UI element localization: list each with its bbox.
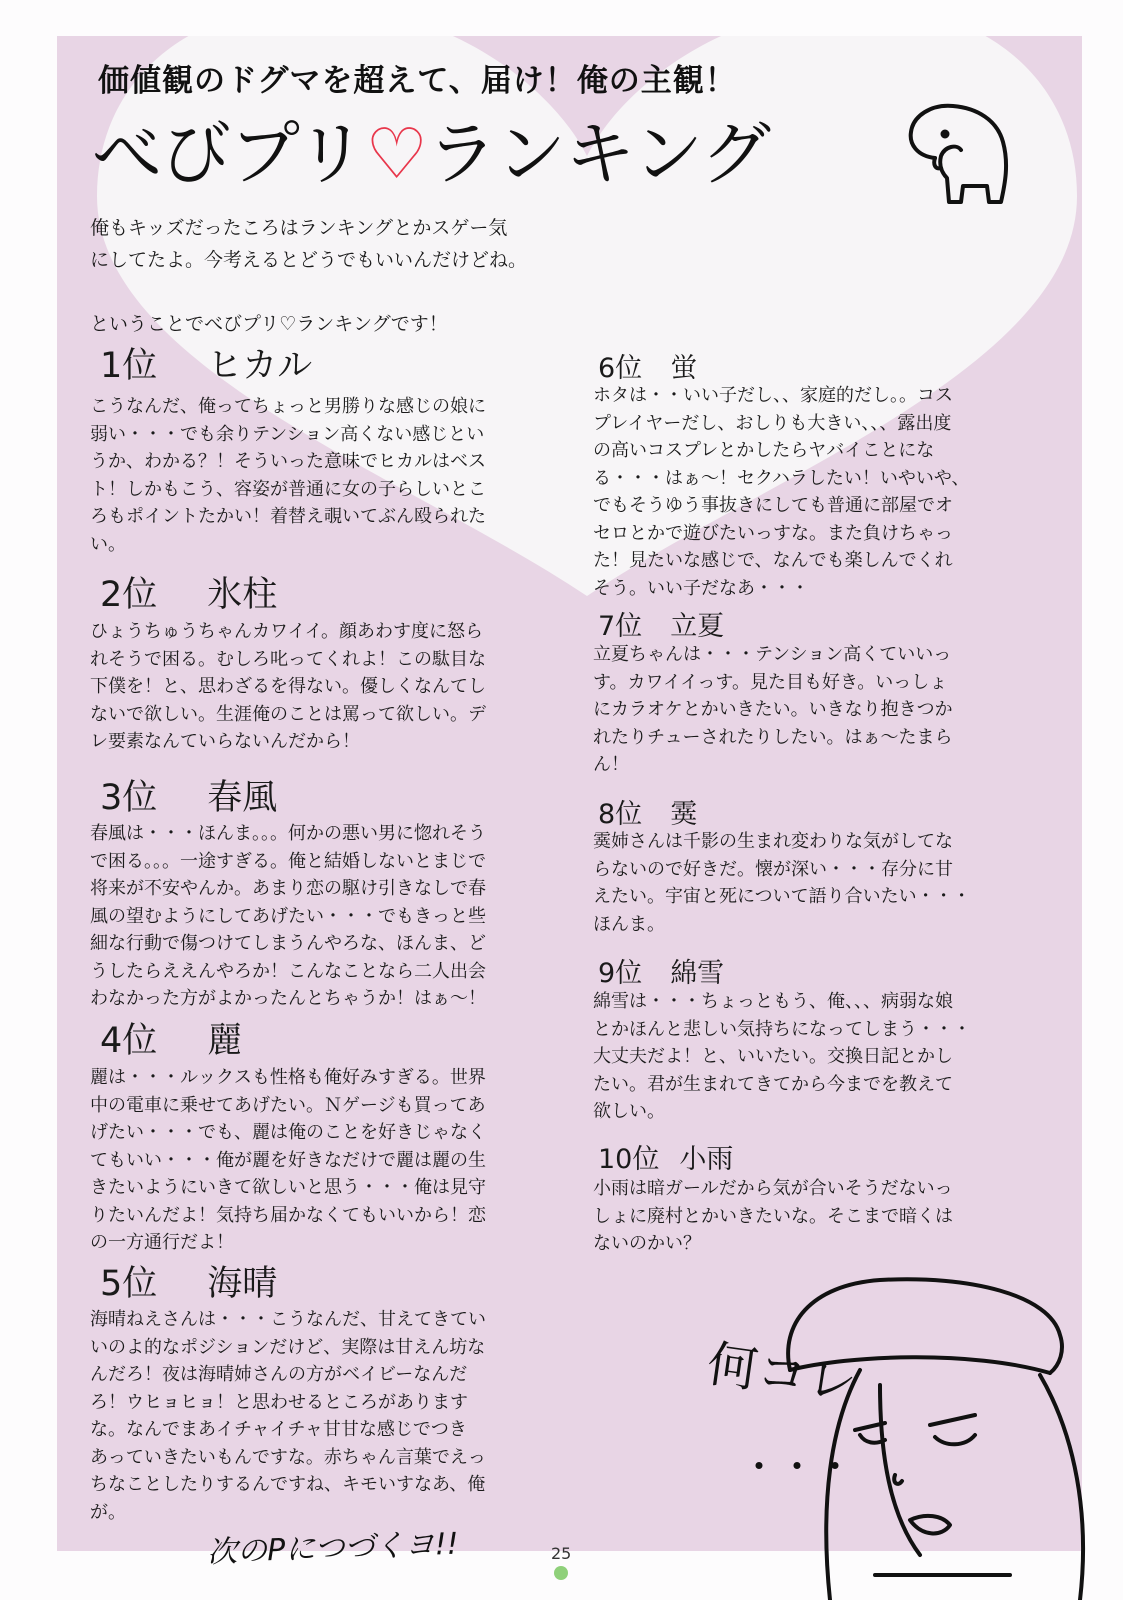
character-sketch-illustration	[680, 1275, 1120, 1600]
comment-line: ろ！ウヒョヒョ！と思わせるところがあります	[90, 1391, 468, 1413]
header-catchphrase: 価値観のドグマを超えて、届け！俺の主観！	[98, 63, 737, 99]
sketch-caption-dots: ・・・	[740, 1445, 855, 1489]
comment-line: きたいようにいきて欲しいと思う・・・俺は見守	[90, 1177, 486, 1198]
rank-comment-7	[593, 641, 1053, 779]
comment-line: うか、わかる？！そういった意味でヒカルはベス	[90, 451, 486, 472]
comment-line: でもそうゆう事抜きにしても普通に部屋でオ	[593, 495, 953, 516]
character-name: 氷柱	[207, 575, 278, 615]
comment-line: ないのかい？	[593, 1233, 701, 1254]
comment-line: とかほんと悲しい気持ちになってしまう・・・	[593, 1018, 971, 1040]
rank-heading	[100, 567, 277, 617]
comment-line: 細な行動で傷つけてしまうんやろな、ほんま、ど	[90, 933, 486, 954]
rank-heading	[598, 951, 724, 990]
comment-line: にカラオケとかいきたい。いきなり抱きつか	[593, 699, 953, 720]
comment-line: ちなことしたりするんですね、キモいすなあ、俺	[90, 1474, 486, 1495]
comment-line: 小雨は暗ガールだから気が合いそうだないっ	[593, 1178, 953, 1199]
comment-line: な。なんでまあイチャイチャ甘甘な感じでつき	[90, 1419, 467, 1440]
rank-heading	[100, 770, 277, 820]
comment-line: んだろ！夜は海晴姉さんの方がベイビーなんだ	[90, 1364, 468, 1385]
continued-note: 次のPにつづくヨ!!	[206, 1526, 460, 1571]
rank-heading	[598, 346, 697, 385]
comment-line: ないで欲しい。生涯俺のことは罵って欲しい。デ	[90, 703, 486, 725]
elephant-icon	[905, 98, 1020, 208]
character-name: 霙	[670, 799, 698, 830]
character-name: 立夏	[670, 611, 725, 642]
comment-line: そう。いい子だなあ・・・	[593, 577, 809, 599]
rank-heading	[598, 604, 724, 643]
comment-line: プレイヤーだし、おしりも大きい、、、露出度	[593, 412, 952, 434]
rank-number: 2位	[100, 575, 158, 615]
page-dot-marker	[554, 1566, 568, 1580]
comment-line: で困る。。。一途すぎる。俺と結婚しないとまじで	[90, 850, 486, 872]
comment-line: 欲しい。	[593, 1101, 665, 1122]
ranking-entry-2	[100, 567, 277, 617]
ranking-entry-8	[598, 792, 697, 831]
ranking-entry-10	[598, 1137, 733, 1176]
comment-line: 春風は・・・ほんま。。。何かの悪い男に惚れそう	[90, 823, 486, 844]
comment-line: ホタは・・いい子だし、、家庭的だし。。コス	[593, 385, 953, 406]
ranking-entry-4	[100, 1013, 242, 1063]
character-name: 小雨	[679, 1144, 734, 1175]
comment-line: 下僕を！と、思わざるを得ない。優しくなんてし	[90, 676, 486, 697]
rank-comment-2	[90, 618, 550, 756]
comment-line: の高いコスプレとかしたらヤバイことにな	[593, 440, 935, 461]
rank-comment-4	[90, 1064, 550, 1257]
title-heart: ♡	[365, 113, 427, 195]
ranking-entry-3	[100, 770, 277, 820]
rank-heading	[598, 1137, 733, 1176]
comment-line: たい。君が生まれてきてから今までを教えて	[593, 1073, 953, 1095]
comment-line: ん！	[593, 754, 629, 775]
comment-line: レ要素なんていらないんだから！	[90, 731, 360, 752]
page-title	[92, 98, 770, 199]
comment-line: いのよ的なポジションだけど、実際は甘えん坊な	[90, 1336, 486, 1358]
rank-number: 8位	[598, 799, 643, 830]
intro-line: にしてたよ。今考えるとどうでもいいんだけどね。	[90, 249, 528, 271]
ranking-entry-9	[598, 951, 724, 990]
character-name: 綿雪	[670, 958, 725, 989]
sketch-caption: 何コレ	[703, 1334, 861, 1413]
rank-number: 5位	[100, 1264, 158, 1304]
comment-line: 霙姉さんは千影の生まれ変わりな気がしてな	[593, 831, 953, 852]
rank-comment-8	[593, 828, 1053, 938]
comment-line: れそうで困る。むしろ叱ってくれよ！この駄目な	[90, 648, 486, 670]
comment-line: あっていきたいもんですな。赤ちゃん言葉でえっ	[90, 1446, 486, 1468]
rank-number: 6位	[598, 353, 643, 384]
comment-line: うしたらええんやろか！こんなことなら二人出会	[90, 960, 486, 982]
character-name: 春風	[207, 778, 278, 818]
comment-line: えたい。宇宙と死について語り合いたい・・・	[593, 886, 971, 907]
comment-line: 将来が不安やんか。あまり恋の駆け引きなしで春	[90, 878, 486, 899]
comment-line: こうなんだ、俺ってちょっと男勝りな感じの娘に	[90, 396, 486, 417]
comment-line: が。	[90, 1501, 126, 1523]
comment-line: セロとかで遊びたいっすな。また負けちゃっ	[593, 522, 953, 544]
title-right: ランキング	[426, 113, 770, 195]
rank-heading	[100, 1256, 277, 1306]
rank-number: 1位	[100, 346, 158, 386]
comment-line: げたい・・・でも、麗は俺のことを好きじゃなく	[90, 1122, 486, 1143]
comment-line: 弱い・・・でも余りテンション高くない感じとい	[90, 423, 485, 445]
comment-line: 大丈夫だよ！と、いいたい。交換日記とかし	[593, 1046, 953, 1067]
rank-number: 9位	[598, 958, 643, 989]
comment-line: 風の望むようにしてあげたい・・・でもきっと些	[90, 905, 486, 927]
rank-comment-3	[90, 820, 550, 1013]
ranking-entry-1	[100, 338, 312, 388]
rank-number: 7位	[598, 611, 643, 642]
comment-line: 麗は・・・ルックスも性格も俺好みすぎる。世界	[90, 1067, 486, 1088]
comment-line: ろもポイントたかい！着替え覗いてぶん殴られた	[90, 506, 486, 527]
comment-line: ほんま。	[593, 913, 665, 935]
comment-line: ひょうちゅうちゃんカワイイ。顔あわす度に怒ら	[90, 621, 483, 642]
comment-line: た！見たいな感じで、なんでも楽しんでくれ	[593, 550, 953, 571]
rank-comment-10	[593, 1175, 1053, 1258]
comment-line: の一方通行だよ！	[90, 1232, 234, 1253]
ranking-entry-6	[598, 346, 697, 385]
rank-heading	[100, 1013, 242, 1063]
rank-comment-6	[593, 382, 1053, 602]
comment-line: わなかった方がよかったんとちゃうか！はぁ～！	[90, 988, 486, 1009]
rank-comment-1	[90, 393, 550, 558]
character-name: ヒカル	[207, 346, 313, 386]
rank-number: 10位	[598, 1144, 660, 1175]
rank-heading	[598, 792, 697, 831]
comment-line: らないので好きだ。懐が深い・・・存分に甘	[593, 858, 953, 880]
comment-line: しょに廃村とかいきたいな。そこまで暗くは	[593, 1205, 953, 1227]
intro-line: ということでべびプリ♡ランキングです！	[90, 313, 448, 335]
rank-comment-9	[593, 988, 1053, 1126]
intro-line: 俺もキッズだったころはランキングとかスゲー気	[90, 217, 508, 239]
rank-number: 4位	[100, 1021, 158, 1061]
comment-line: れたりチューされたりしたい。はぁ～たまら	[593, 726, 953, 748]
comment-line: てもいい・・・俺が麗を好きなだけで麗は麗の生	[90, 1149, 486, 1171]
rank-heading	[100, 338, 312, 388]
rank-number: 3位	[100, 778, 158, 818]
comment-line: 綿雪は・・・ちょっともう、俺、、、病弱な娘	[593, 991, 953, 1012]
comment-line: 立夏ちゃんは・・・テンション高くていいっ	[593, 644, 952, 665]
comment-line: 中の電車に乗せてあげたい。Ｎゲージも買ってあ	[90, 1094, 486, 1116]
character-name: 麗	[207, 1021, 243, 1061]
character-name: 蛍	[670, 353, 698, 384]
ranking-entry-7	[598, 604, 724, 643]
comment-line: い。	[90, 533, 126, 555]
comment-line: りたいんだよ！気持ち届かなくてもいいから！恋	[90, 1204, 486, 1226]
title-left: べびプリ	[92, 113, 366, 195]
rank-comment-5	[90, 1306, 550, 1526]
ranking-entry-5	[100, 1256, 277, 1306]
page-number: 25	[551, 1544, 572, 1563]
character-name: 海晴	[207, 1264, 278, 1304]
comment-line: ト！しかもこう、容姿が普通に女の子らしいとこ	[90, 478, 486, 500]
comment-line: る・・・はぁ～！セクハラしたい！いやいや、	[593, 467, 970, 489]
comment-line: 海晴ねえさんは・・・こうなんだ、甘えてきてい	[90, 1309, 486, 1330]
comment-line: す。カワイイっす。見た目も好き。いっしょ	[593, 671, 948, 693]
